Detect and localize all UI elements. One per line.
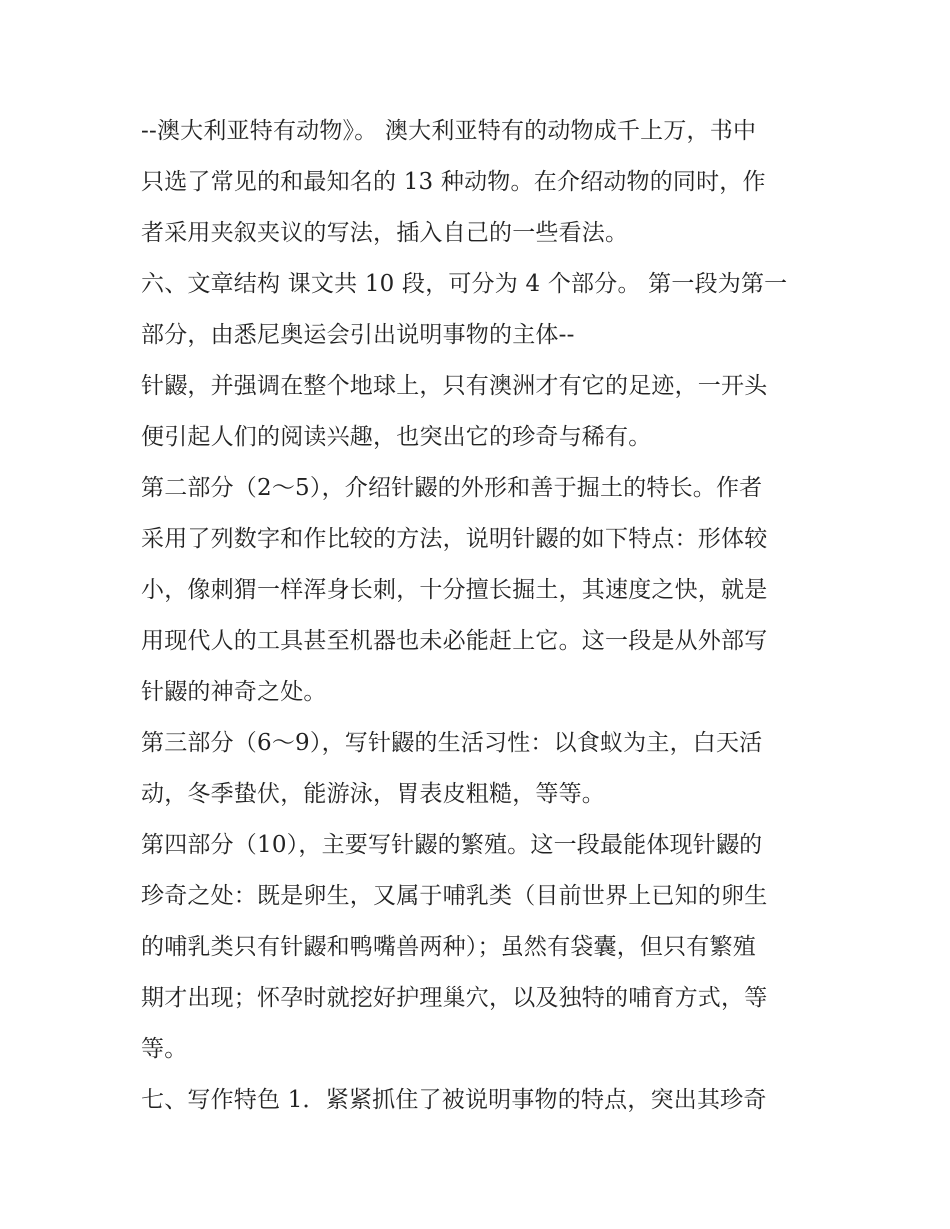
text-line: 第三部分（6～9），写针鼹的生活习性：以食蚁为主，白天活: [141, 730, 763, 756]
text-line: 用现代人的工具甚至机器也未必能赶上它。这一段是从外部写: [141, 628, 768, 654]
text-line: 针鼹的神奇之处。: [141, 679, 327, 705]
text-line: 便引起人们的阅读兴趣，也突出它的珍奇与稀有。: [141, 424, 652, 450]
document-body: [141, 106, 821, 1126]
text-line: 的哺乳类只有针鼹和鸭嘴兽两种）；虽然有袋囊，但只有繁殖: [141, 934, 756, 960]
text-line: 小，像刺猬一样浑身长刺，十分擅长掘土，其速度之快，就是: [141, 577, 768, 603]
text-line: 针鼹，并强调在整个地球上，只有澳洲才有它的足迹，一开头: [141, 373, 768, 399]
text-line: --澳大利亚特有动物》。 澳大利亚特有的动物成千上万，书中: [141, 118, 757, 144]
text-line: 者采用夹叙夹议的写法，插入自己的一些看法。: [141, 220, 629, 246]
section-heading-features: 七、写作特色 1．紧紧抓住了被说明事物的特点，突出其珍奇: [141, 1087, 767, 1113]
text-line: 采用了列数字和作比较的方法，说明针鼹的如下特点：形体较: [141, 526, 768, 552]
text-line: 第二部分（2～5），介绍针鼹的外形和善于掘土的特长。作者: [141, 475, 763, 501]
text-line: 部分，由悉尼奥运会引出说明事物的主体--: [141, 322, 575, 348]
text-line: 等。: [141, 1036, 188, 1062]
text-line: 珍奇之处：既是卵生，又属于哺乳类（目前世界上已知的卵生: [141, 883, 768, 909]
text-line: 只选了常见的和最知名的 13 种动物。在介绍动物的同时，作: [141, 169, 766, 195]
section-heading-structure: 六、文章结构 课文共 10 段，可分为 4 个部分。 第一段为第一: [141, 271, 788, 297]
text-line: 动，冬季蛰伏，能游泳，胃表皮粗糙，等等。: [141, 781, 605, 807]
text-line: 期才出现；怀孕时就挖好护理巢穴，以及独特的哺育方式，等: [141, 985, 768, 1011]
text-line: 第四部分（10），主要写针鼹的繁殖。这一段最能体现针鼹的: [141, 832, 763, 858]
